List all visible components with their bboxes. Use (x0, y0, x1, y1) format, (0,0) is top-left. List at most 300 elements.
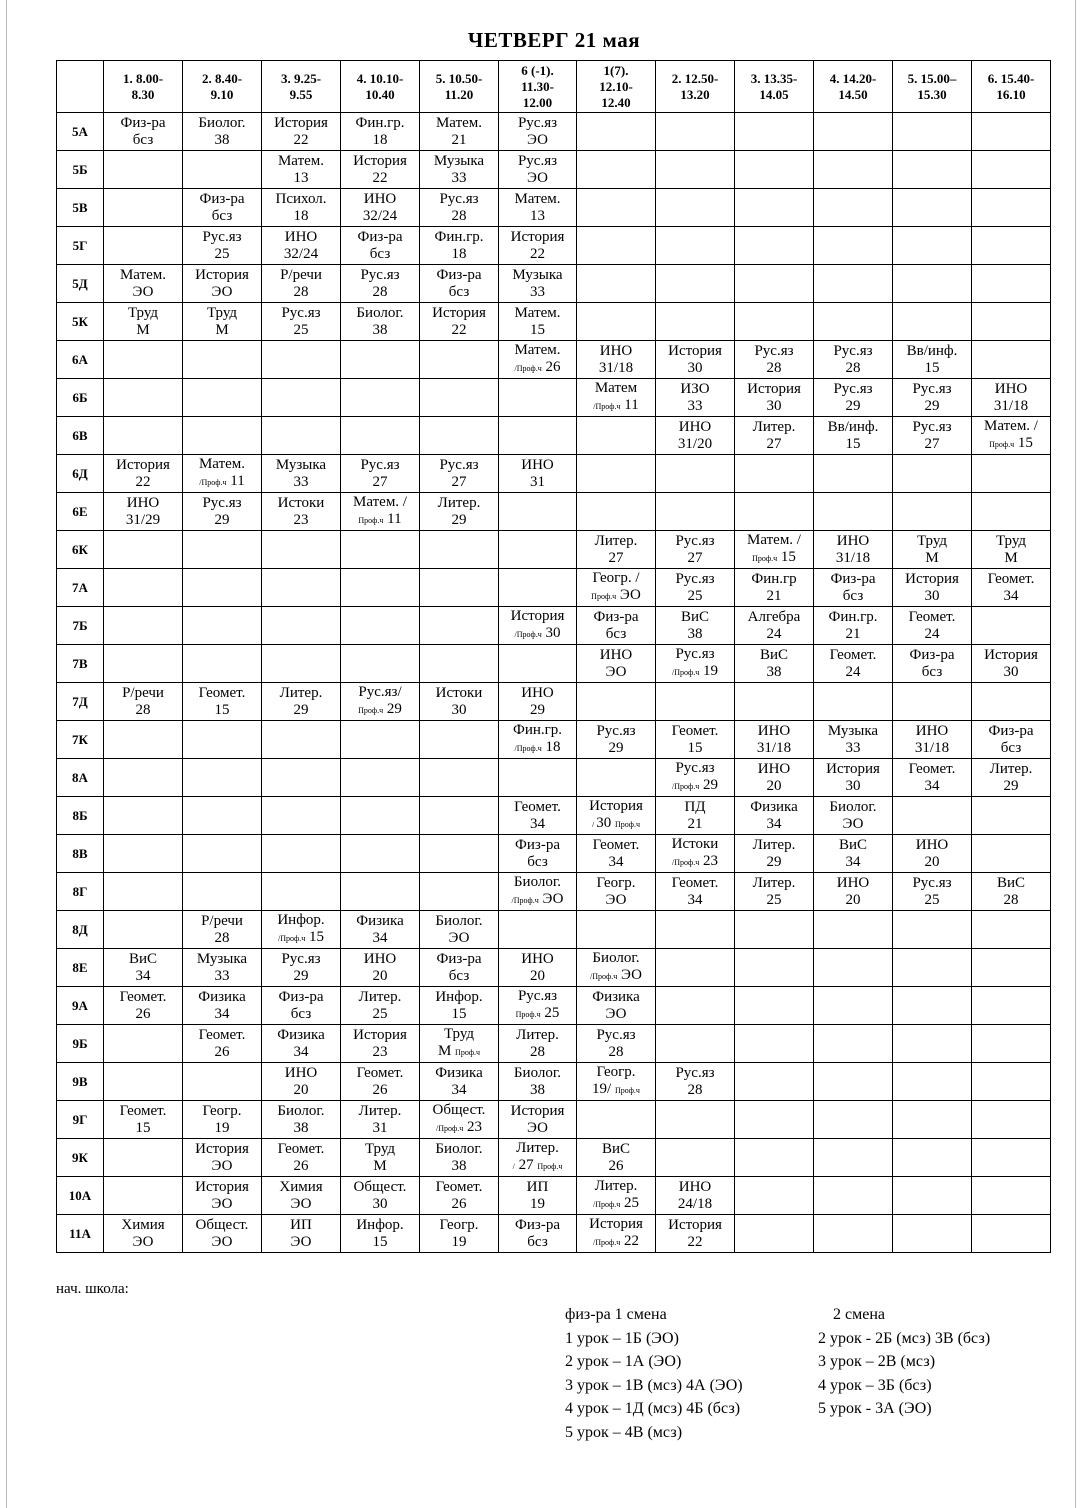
prof-tag-left: /Проф.ч (436, 1124, 464, 1133)
room-line (735, 816, 813, 833)
lesson-cell (183, 151, 262, 189)
room-line (420, 474, 498, 491)
room-line (341, 322, 419, 339)
room-line (893, 664, 971, 681)
lesson-cell (262, 379, 341, 417)
room: 38 (451, 1157, 467, 1174)
lesson-cell (183, 1215, 262, 1253)
period-line: 11.30- (521, 78, 554, 94)
room-line (104, 1234, 182, 1251)
room: 19 (702, 663, 718, 679)
table-row (57, 721, 1051, 759)
lesson-cell (577, 379, 656, 417)
lesson-cell (893, 265, 972, 303)
class-name: 6Д (57, 455, 104, 493)
subject: Алгебра (747, 608, 801, 625)
lesson-cell (893, 1177, 972, 1215)
class-name: 5В (57, 189, 104, 227)
room: 24 (845, 663, 861, 680)
room: 30 (451, 701, 467, 718)
room: 25 (372, 1005, 388, 1022)
period-line: 14.50 (838, 86, 868, 102)
lesson-cell (893, 949, 972, 987)
lesson-cell (499, 531, 577, 569)
lesson-cell (814, 151, 893, 189)
lesson-cell (420, 569, 499, 607)
room-line (262, 132, 340, 149)
lesson-cell (735, 721, 814, 759)
room-line (499, 1005, 576, 1023)
room: М (437, 1043, 452, 1059)
subject: Рус.яз (912, 874, 952, 891)
room: ЭО (527, 131, 548, 148)
lesson-cell (183, 835, 262, 873)
subject: Музыка (275, 456, 327, 473)
prof-tag-left: /Проф.ч (672, 782, 700, 791)
subject: ИНО (599, 342, 633, 359)
room-line (262, 512, 340, 529)
room: 26 (608, 1157, 624, 1174)
lesson-cell (735, 569, 814, 607)
room: 19 (530, 1195, 545, 1212)
lesson-cell (262, 1139, 341, 1177)
period-line: 4. 14.20- (829, 70, 877, 86)
lesson-cell (104, 759, 183, 797)
room-line (341, 1196, 419, 1213)
lesson-cell (735, 1215, 814, 1253)
class-name: 6К (57, 531, 104, 569)
shift1-line: 4 урок – 1Д (мсз) 4Б (бсз) (565, 1400, 741, 1418)
room-line (814, 588, 892, 605)
table-row (57, 949, 1051, 987)
room-line (420, 1006, 498, 1023)
room: ЭО (527, 169, 548, 186)
lesson-cell (104, 113, 183, 151)
room: 28 (608, 1043, 624, 1060)
room: 26 (451, 1195, 467, 1212)
lesson-cell (341, 1177, 420, 1215)
subject: ИНО (284, 228, 318, 245)
table-row (57, 1177, 1051, 1215)
lesson-cell (341, 265, 420, 303)
room-line (972, 435, 1050, 453)
room-line (104, 512, 182, 529)
room-line (104, 968, 182, 985)
lesson-cell (104, 1101, 183, 1139)
room: 22 (530, 245, 545, 262)
lesson-cell (341, 949, 420, 987)
lesson-cell (104, 227, 183, 265)
subject: Музыка (827, 722, 879, 739)
lesson-cell (420, 1177, 499, 1215)
lesson-cell (972, 683, 1051, 721)
lesson-cell (420, 797, 499, 835)
subject: ПД (684, 798, 706, 815)
lesson-cell (499, 949, 577, 987)
lesson-cell (656, 189, 735, 227)
lesson-cell (735, 455, 814, 493)
subject: Матем. (514, 190, 561, 207)
room: бсз (527, 853, 548, 870)
room: 29 (293, 967, 309, 984)
room-line (499, 208, 576, 225)
room-line (499, 625, 576, 643)
subject: Рус.яз (675, 570, 715, 587)
lesson-cell (420, 1215, 499, 1253)
room: 32/24 (283, 245, 319, 262)
lesson-cell (499, 341, 577, 379)
room: 22 (687, 1233, 703, 1250)
class-name: 5Г (57, 227, 104, 265)
room-line (972, 550, 1050, 567)
lesson-cell (183, 683, 262, 721)
room-line (656, 777, 734, 795)
period-line: 3. 13.35- (750, 70, 798, 86)
lesson-cell (656, 227, 735, 265)
lesson-cell (499, 1215, 577, 1253)
room-line (262, 1196, 340, 1213)
lesson-cell (814, 835, 893, 873)
room: 33 (845, 739, 861, 756)
subject: Геомет. (908, 760, 956, 777)
subject: ИНО (915, 722, 949, 739)
room-line (735, 854, 813, 871)
room-line (893, 550, 971, 567)
room-line (577, 854, 655, 871)
room: 33 (293, 473, 309, 490)
lesson-cell (183, 721, 262, 759)
table-row (57, 1139, 1051, 1177)
room: 28 (766, 359, 782, 376)
lesson-cell (735, 911, 814, 949)
room: 34 (214, 1005, 230, 1022)
lesson-cell (656, 455, 735, 493)
room-line (499, 702, 576, 719)
lesson-cell (814, 911, 893, 949)
lesson-cell (577, 1063, 656, 1101)
subject: Рус.яз (281, 304, 321, 321)
room: 31/18 (835, 549, 871, 566)
lesson-cell (420, 493, 499, 531)
room-line (577, 1158, 655, 1175)
lesson-cell (420, 645, 499, 683)
room-line (262, 1120, 340, 1137)
room: ЭО (290, 1233, 312, 1250)
period-line: 12.40 (601, 94, 631, 110)
subject: Рус.яз (281, 950, 321, 967)
room-line (814, 778, 892, 795)
lesson-cell (972, 1101, 1051, 1139)
lesson-cell (972, 265, 1051, 303)
subject: Физ-ра (436, 266, 482, 283)
room-line (577, 626, 655, 643)
room: 26 (293, 1157, 309, 1174)
lesson-cell (893, 759, 972, 797)
class-name: 9В (57, 1063, 104, 1101)
lesson-cell (104, 303, 183, 341)
subject: Биолог. (435, 1140, 483, 1157)
lesson-cell (577, 987, 656, 1025)
lesson-cell (735, 379, 814, 417)
lesson-cell (341, 683, 420, 721)
room-line (656, 626, 734, 643)
room: 15 (214, 701, 230, 718)
room: 38 (372, 321, 388, 338)
prof-tag-left: Проф.ч (752, 554, 778, 563)
subject: Литер. (358, 1102, 402, 1119)
room: 27 (766, 435, 782, 452)
subject: Рус.яз (833, 380, 873, 397)
period-header (893, 61, 972, 113)
room: 34 (372, 929, 388, 946)
table-row (57, 341, 1051, 379)
class-name: 8В (57, 835, 104, 873)
subject: ИНО (678, 1178, 712, 1195)
subject: Рус.яз (439, 456, 479, 473)
lesson-cell (341, 493, 420, 531)
lesson-cell (341, 873, 420, 911)
room-line (577, 740, 655, 757)
room-line (972, 892, 1050, 909)
period-line: 13.20 (680, 86, 710, 102)
room: бсз (448, 967, 470, 984)
lesson-cell (341, 303, 420, 341)
subject: Рус.яз (754, 342, 794, 359)
lesson-cell (420, 379, 499, 417)
lesson-cell (735, 1177, 814, 1215)
subject: Рус.яз (833, 342, 873, 359)
room: 30 (545, 625, 561, 641)
lesson-cell (183, 607, 262, 645)
room-line (183, 512, 261, 529)
lesson-cell (183, 1139, 262, 1177)
room-line (341, 208, 419, 225)
room-line (735, 588, 813, 605)
room-line (183, 1006, 261, 1023)
lesson-cell (262, 1101, 341, 1139)
lesson-cell (893, 645, 972, 683)
lesson-cell (735, 303, 814, 341)
room: 13 (530, 207, 545, 224)
lesson-cell (183, 227, 262, 265)
prof-tag-left: /Проф.ч (593, 1200, 621, 1209)
lesson-cell (972, 569, 1051, 607)
subject: Физ-ра (830, 570, 876, 587)
lesson-cell (420, 1101, 499, 1139)
subject: ИНО (284, 1064, 318, 1081)
period-line: 10.40 (365, 86, 395, 102)
room: 27 (608, 549, 624, 566)
room-line (183, 132, 261, 149)
subject: Геомет. (277, 1140, 325, 1157)
lesson-cell (499, 151, 577, 189)
subject: История (510, 1102, 565, 1119)
prof-tag-right: Проф.ч (455, 1048, 481, 1057)
prof-tag-right: Проф.ч (614, 1086, 640, 1095)
class-name: 5К (57, 303, 104, 341)
subject: Физ-ра (199, 190, 245, 207)
lesson-cell (499, 911, 577, 949)
room: 27 (372, 473, 388, 490)
lesson-cell (656, 683, 735, 721)
lesson-cell (735, 683, 814, 721)
lesson-cell (893, 531, 972, 569)
subject: История (353, 152, 407, 169)
room: 30 (372, 1195, 388, 1212)
lesson-cell (499, 683, 577, 721)
lesson-cell (893, 987, 972, 1025)
table-row (57, 455, 1051, 493)
lesson-cell (814, 303, 893, 341)
room-line (893, 436, 971, 453)
room: 38 (687, 625, 703, 642)
subject: Геомет. (119, 988, 167, 1005)
lesson-cell (577, 911, 656, 949)
room: 23 (702, 853, 718, 869)
subject: История (116, 456, 170, 473)
subject: Инфор. (277, 912, 325, 928)
room: 34 (530, 815, 545, 832)
subject: Биолог. (277, 1102, 325, 1119)
room-line (183, 1234, 261, 1251)
room: 28 (135, 701, 151, 718)
table-row (57, 1025, 1051, 1063)
room-line (814, 854, 892, 871)
subject: Рус.яз (517, 114, 558, 131)
room: 29 (386, 701, 402, 717)
room: 24/18 (677, 1195, 713, 1212)
room-line (499, 1234, 576, 1251)
class-name: 11А (57, 1215, 104, 1253)
room-line (735, 436, 813, 453)
room: 38 (214, 131, 230, 148)
lesson-cell (814, 265, 893, 303)
subject: Геомет. (987, 570, 1035, 587)
lesson-cell (104, 341, 183, 379)
shift2-line: 3 урок – 2В (мсз) (818, 1353, 936, 1371)
lesson-cell (814, 189, 893, 227)
lesson-cell (656, 1177, 735, 1215)
room-line (341, 246, 419, 263)
lesson-cell (893, 1025, 972, 1063)
room-line (499, 322, 576, 339)
lesson-cell (104, 683, 183, 721)
room: 28 (451, 207, 467, 224)
lesson-cell (262, 151, 341, 189)
lesson-cell (499, 835, 577, 873)
subject: Геомет. (119, 1102, 167, 1119)
subject: Литер. (358, 988, 402, 1005)
room-line (499, 854, 576, 871)
room: 30 (1003, 663, 1019, 680)
subject: Труд (916, 532, 948, 549)
room-line (262, 246, 340, 263)
room: 25 (687, 587, 703, 604)
room-line (262, 1158, 340, 1175)
lesson-cell (262, 949, 341, 987)
lesson-cell (104, 531, 183, 569)
room-line (499, 170, 576, 187)
lesson-cell (420, 1139, 499, 1177)
class-name: 6Е (57, 493, 104, 531)
subject: ИНО (521, 456, 554, 473)
table-row (57, 645, 1051, 683)
lesson-cell (735, 151, 814, 189)
lesson-cell (183, 1101, 262, 1139)
room-line (104, 1120, 182, 1137)
room-line (183, 208, 261, 225)
lesson-cell (183, 645, 262, 683)
subject: ИНО (836, 874, 870, 891)
subject: Музыка (433, 152, 485, 169)
period-line: 11.20 (444, 86, 474, 102)
subject: Литер. (752, 836, 796, 853)
room-line (893, 588, 971, 605)
room-line (104, 284, 182, 301)
lesson-cell (420, 759, 499, 797)
lesson-cell (499, 265, 577, 303)
room: 30 (766, 397, 782, 414)
subject: Физика (198, 988, 246, 1005)
lesson-cell (814, 1025, 893, 1063)
lesson-cell (262, 873, 341, 911)
lesson-cell (262, 1025, 341, 1063)
lesson-cell (972, 1025, 1051, 1063)
lesson-cell (656, 835, 735, 873)
prof-tag-left: Проф.ч (515, 1010, 541, 1019)
subject: История (668, 342, 722, 359)
lesson-cell (814, 1063, 893, 1101)
subject: Матем. (119, 266, 167, 283)
subject: Рус.яз (675, 532, 715, 549)
subject: ИНО (599, 646, 633, 663)
lesson-cell (814, 531, 893, 569)
lesson-cell (420, 531, 499, 569)
lesson-cell (341, 645, 420, 683)
subject: ИНО (363, 950, 397, 967)
room-line (183, 1044, 261, 1061)
room-line (577, 397, 655, 415)
table-row (57, 1215, 1051, 1253)
lesson-cell (499, 721, 577, 759)
table-row (57, 797, 1051, 835)
room: 21 (687, 815, 703, 832)
room-line (499, 739, 576, 757)
lesson-cell (420, 151, 499, 189)
room: 30 (687, 359, 703, 376)
room-line (656, 740, 734, 757)
lesson-cell (262, 569, 341, 607)
lesson-cell (814, 417, 893, 455)
room: 31/29 (125, 511, 161, 528)
room: 34 (135, 967, 151, 984)
room: ЭО (132, 283, 154, 300)
lesson-cell (972, 1139, 1051, 1177)
lesson-cell (735, 531, 814, 569)
table-row (57, 189, 1051, 227)
period-line: 8.30 (131, 86, 155, 102)
lesson-cell (341, 341, 420, 379)
subject: ИНО (521, 950, 554, 967)
room: 13 (293, 169, 309, 186)
class-name: 8Е (57, 949, 104, 987)
room-line (262, 1006, 340, 1023)
room: 25 (623, 1195, 639, 1211)
lesson-cell (577, 1101, 656, 1139)
header-row (57, 61, 1051, 113)
room-line (420, 968, 498, 985)
lesson-cell (104, 949, 183, 987)
